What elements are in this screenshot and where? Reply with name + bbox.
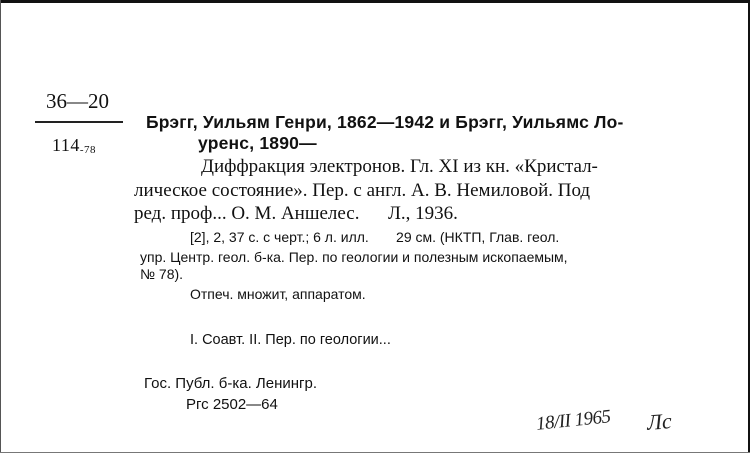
- card-top-edge: [0, 0, 750, 3]
- collation-line-3: № 78).: [140, 266, 184, 282]
- shelfmark-top: 36—20: [46, 89, 109, 113]
- shelfmark-number: 114: [52, 135, 80, 155]
- handwritten-date: 18/II 1965: [535, 406, 612, 435]
- card-left-edge: [0, 0, 1, 453]
- library-card-number: Ргс 2502—64: [186, 396, 278, 413]
- collation-line-1: [2], 2, 37 с. с черт.; 6 л. илл. 29 см. (НКТП, Глав. геол.: [190, 229, 560, 245]
- shelfmark-bottom: [52, 135, 96, 156]
- title-line-2: лическое состояние». Пер. с англ. А. В. Немиловой. Под: [134, 180, 591, 201]
- reproduction-note: Отпеч. множит, аппаратом.: [190, 286, 366, 302]
- handwritten-initials: Лс: [646, 408, 673, 435]
- title-line-1: Диффракция электронов. Гл. XI из кн. «Кристал-: [201, 156, 598, 177]
- shelfmark-divider: [35, 121, 123, 123]
- shelfmark-suffix: -78: [79, 144, 97, 156]
- author-heading-line-1: Брэгг, Уильям Генри, 1862—1942 и Брэгг, Уильямс Ло-: [146, 112, 624, 132]
- title-line-3: ред. проф... О. М. Аншелес. Л., 1936.: [134, 203, 458, 224]
- library-name: Гос. Публ. б-ка. Ленингр.: [144, 375, 318, 392]
- author-heading-line-2: уренс, 1890—: [198, 133, 317, 153]
- collation-line-2: упр. Центр. геол. б-ка. Пер. по геологии и полезным ископаемым,: [140, 249, 568, 265]
- tracing-entries: I. Соавт. II. Пер. по геологии...: [190, 332, 391, 348]
